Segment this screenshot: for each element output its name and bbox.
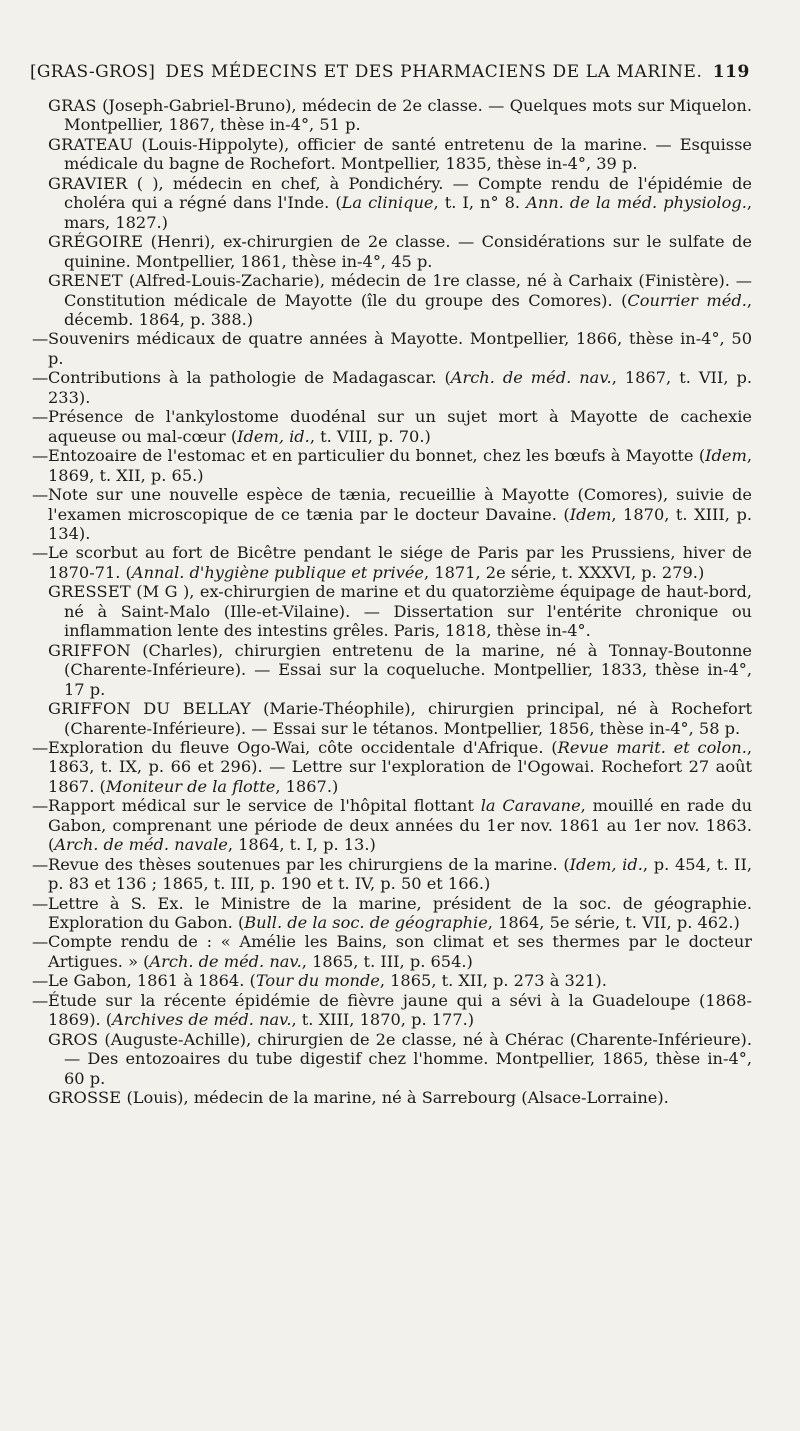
entry-text: Contributions à la pathologie de Madagascar. ( xyxy=(48,368,451,388)
entry-text: (Auguste-Achille), chirurgien de 2e classe, né à Chérac (Charente-Inférieure). — Des entozoaires du tube digestif chez l'homme. Montpellier, 1865, thèse in-4°, 60 p. xyxy=(64,1029,752,1088)
entry-text: , mars, 1827.) xyxy=(64,193,753,232)
italic-citation: Revue marit. et colon. xyxy=(557,737,747,757)
entry-text: Souvenirs médicaux de quatre années à Mayotte. Montpellier, 1866, thèse in-4°, 50 p. xyxy=(48,329,752,368)
entry-text: Présence de l'ankylostome duodénal sur un sujet mort à Mayotte de cachexie aqueuse ou mal-cœur ( xyxy=(48,407,752,446)
entry-dash: — xyxy=(32,932,49,952)
entry-text: , 1864, 5e série, t. VII, p. 462.) xyxy=(487,913,740,933)
italic-citation: Arch. de méd. nav. xyxy=(149,951,302,971)
author-entry xyxy=(48,582,752,640)
author-entry xyxy=(48,1088,752,1107)
entry-text: (Henri), ex-chirurgien de 2e classe. — Considérations sur le sulfate de quinine. Montpellier, 1861, thèse in-4°, 45 p. xyxy=(64,232,752,271)
entry-text: , décemb. 1864, p. 388.) xyxy=(64,290,752,329)
entry-text: Le Gabon, 1861 à 1864. ( xyxy=(48,971,256,991)
entry-text: , 1865, t. XII, p. 273 à 321). xyxy=(379,971,607,991)
italic-citation: Archives de méd. nav. xyxy=(112,1010,292,1030)
entry-text: , 1865, t. III, p. 654.) xyxy=(301,951,473,971)
entry-dash: — xyxy=(32,971,49,991)
page-number: 119 xyxy=(712,62,750,82)
sub-entry xyxy=(32,446,752,485)
italic-citation: Tour du monde xyxy=(255,971,380,991)
entry-text: Exploration du fleuve Ogo-Wai, côte occidentale d'Afrique. ( xyxy=(48,737,558,757)
entry-text: (Charles), chirurgien entretenu de la marine, né à Tonnay-Boutonne (Charente-Inférieure). — Essai sur la coqueluche. Montpellier, 1833, thèse in-4°, 17 p. xyxy=(64,640,752,699)
bibliography-entries xyxy=(32,96,753,1108)
entry-dash: — xyxy=(32,485,49,505)
entry-text: , 1867.) xyxy=(275,776,339,796)
sub-entry xyxy=(32,932,752,971)
italic-citation: Moniteur de la flotte xyxy=(105,776,276,796)
entry-dash: — xyxy=(32,796,49,816)
author-name: GRIFFON xyxy=(48,640,131,660)
entry-text: Le scorbut au fort de Bicêtre pendant le siége de Paris par les Prussiens, hiver de 1870-71. ( xyxy=(48,543,752,582)
entry-dash: — xyxy=(32,990,49,1010)
author-entry xyxy=(48,96,752,135)
author-entry xyxy=(48,232,752,271)
header-alphabetical-range: [GRAS-GROS] xyxy=(30,62,156,82)
entry-text: Entozoaire de l'estomac et en particulier du bonnet, chez les bœufs à Mayotte ( xyxy=(48,446,706,466)
author-entry xyxy=(48,699,752,738)
entry-text: Rapport médical sur le service de l'hôpital flottant xyxy=(48,796,481,816)
entry-text: Note sur une nouvelle espèce de tænia, recueillie à Mayotte (Comores), suivie de l'examen microscopique de ce tænia par le docteur Davaine. ( xyxy=(48,485,752,524)
italic-citation: Ann. de la méd. physiolog. xyxy=(526,193,747,213)
entry-text: (Louis), médecin de la marine, né à Sarrebourg (Alsace-Lorraine). xyxy=(121,1088,669,1108)
sub-entry xyxy=(32,329,752,368)
italic-citation: Idem, id. xyxy=(237,426,310,446)
italic-citation: Arch. de méd. nav. xyxy=(450,368,612,388)
sub-entry xyxy=(32,737,753,796)
entry-text: (Alfred-Louis-Zacharie), médecin de 1re classe, né à Carhaix (Finistère). — Constitution médicale de Mayotte (île du groupe des Comores). ( xyxy=(64,271,752,310)
author-entry xyxy=(48,1030,752,1088)
sub-entry xyxy=(32,368,752,407)
italic-citation: Idem xyxy=(569,504,612,524)
entry-text: ( ), médecin en chef, à Pondichéry. — Compte rendu de l'épidémie de choléra qui a régné dans l'Inde. ( xyxy=(64,173,752,213)
sub-entry xyxy=(32,990,752,1030)
italic-citation: Idem xyxy=(705,446,747,466)
author-entry xyxy=(48,135,752,174)
entry-text: , p. 454, t. II, p. 83 et 136 ; 1865, t. III, p. 190 et t. IV, p. 50 et 166.) xyxy=(48,854,752,894)
author-entry xyxy=(48,271,752,329)
entry-dash: — xyxy=(32,446,49,466)
entry-text: , 1867, t. VII, p. 233). xyxy=(48,368,752,407)
entry-text: , 1864, t. I, p. 13.) xyxy=(227,835,376,855)
entry-text: , 1870, t. XIII, p. 134). xyxy=(48,504,752,543)
author-name: GRATEAU xyxy=(48,134,134,154)
author-name: GRIFFON DU BELLAY xyxy=(48,699,251,719)
author-name: GRAS xyxy=(48,96,97,115)
entry-text: Étude sur la récente épidémie de fièvre jaune qui a sévi à la Guadeloupe (1868-1869). ( xyxy=(48,990,752,1030)
entry-dash: — xyxy=(32,737,49,757)
entry-text: Lettre à S. Ex. le Ministre de la marine, président de la soc. de géographie. Exploration du Gabon. ( xyxy=(48,893,752,933)
author-name: GRENET xyxy=(48,271,123,291)
italic-citation: Arch. de méd. navale xyxy=(54,835,228,855)
entry-text: , t. I, n° 8. xyxy=(433,193,527,213)
italic-citation: Courrier méd. xyxy=(627,290,747,310)
sub-entry xyxy=(32,971,752,991)
author-entry xyxy=(48,641,752,699)
entry-dash: — xyxy=(32,407,49,427)
sub-entry xyxy=(32,543,752,582)
entry-text: Revue des thèses soutenues par les chirurgiens de la marine. ( xyxy=(48,854,570,874)
italic-citation: la Caravane xyxy=(480,796,581,816)
sub-entry xyxy=(32,854,752,894)
author-name: GRAVIER xyxy=(48,173,128,193)
entry-text: (Joseph-Gabriel-Bruno), médecin de 2e classe. — Quelques mots sur Miquelon. Montpellier, 1867, thèse in-4°, 51 p. xyxy=(64,96,752,135)
header-title: DES MÉDECINS ET DES PHARMACIENS DE LA MARINE. xyxy=(165,62,703,82)
entry-text: , 1869, t. XII, p. 65.) xyxy=(48,446,752,485)
entry-text: (M G ), ex-chirurgien de marine et du quatorzième équipage de haut-bord, né à Saint-Malo (Ille-et-Vilaine). — Dissertation sur l'entérite chronique ou inflammation lente des intestins grêles. Paris, 1818, thèse in-4°. xyxy=(64,582,752,641)
entry-text: , 1863, t. IX, p. 66 et 296). — Lettre sur l'exploration de l'Ogowai. Rochefort 27 août 1867. ( xyxy=(48,737,753,796)
italic-citation: Idem, id. xyxy=(569,854,643,874)
entry-dash: — xyxy=(32,854,49,874)
entry-dash: — xyxy=(32,368,49,388)
entry-text: (Marie-Théophile), chirurgien principal, né à Rochefort (Charente-Inférieure). — Essai sur le tétanos. Montpellier, 1856, thèse in-4°, 58 p. xyxy=(64,699,753,738)
entry-text: , 1871, 2e série, t. XXXVI, p. 279.) xyxy=(424,562,705,582)
author-name: GRÉGOIRE xyxy=(48,232,144,252)
entry-text: , t. XIII, 1870, p. 177.) xyxy=(291,1010,475,1030)
entry-text: Compte rendu de : « Amélie les Bains, son climat et ses thermes par le docteur Artigues. » ( xyxy=(48,932,752,971)
author-name: GROSSE xyxy=(48,1088,122,1108)
entry-dash: — xyxy=(32,543,49,563)
author-name: GRESSET xyxy=(48,582,131,602)
sub-entry xyxy=(32,796,752,855)
entry-text: , mouillé en rade du Gabon, comprenant une période de deux années du 1er nov. 1861 au 1er nov. 1863. ( xyxy=(48,796,752,855)
author-entry xyxy=(48,174,752,232)
italic-citation: Annal. d'hygiène publique et privée xyxy=(131,562,425,582)
sub-entry xyxy=(32,485,752,543)
entry-text: , t. VIII, p. 70.) xyxy=(309,426,431,446)
italic-citation: La clinique xyxy=(341,193,434,213)
sub-entry xyxy=(32,893,752,933)
author-name: GROS xyxy=(48,1029,99,1049)
entry-dash: — xyxy=(32,893,49,913)
entry-text: (Louis-Hippolyte), officier de santé entretenu de la marine. — Esquisse médicale du bagne de Rochefort. Montpellier, 1835, thèse in-4°, 39 p. xyxy=(64,134,752,174)
running-header xyxy=(30,62,750,82)
italic-citation: Bull. de la soc. de géographie xyxy=(244,913,488,933)
entry-dash: — xyxy=(32,329,49,349)
sub-entry xyxy=(32,407,752,446)
